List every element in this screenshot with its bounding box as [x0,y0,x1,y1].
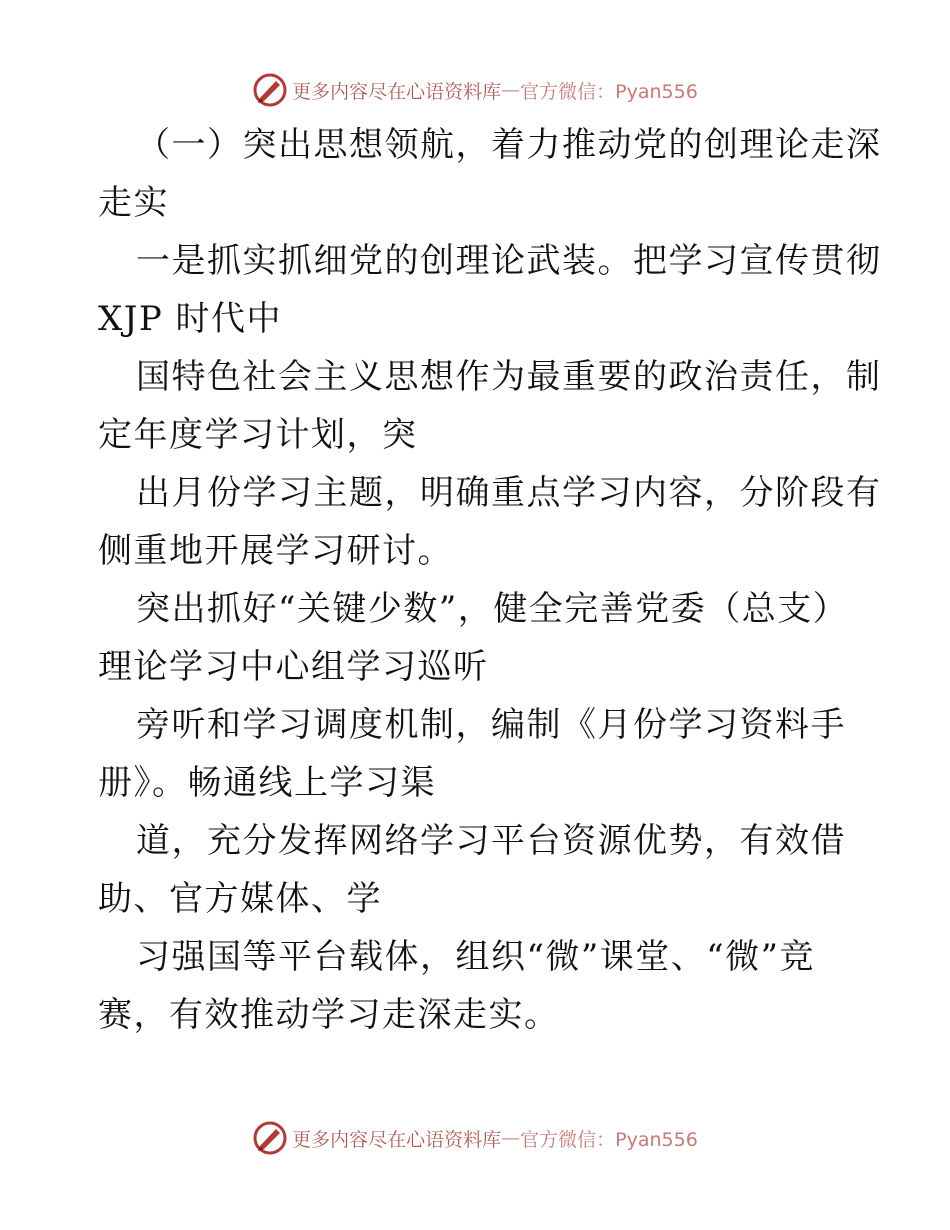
text-line: 道，充分发挥网络学习平台资源优势，有效借 [136,821,846,861]
text-line: 走实 [98,183,169,223]
watermark-contact: 官方微信：Pyan556 [520,1128,698,1151]
header-watermark [0,70,950,110]
text-line: 赛，有效推动学习走深走实。 [98,995,560,1035]
text-line: 理论学习中心组学习巡听 [98,647,489,687]
watermark-contact: 官方微信：Pyan556 [520,80,698,103]
text-line: 册》。畅通线上学习渠 [98,763,436,803]
pen-logo-icon [252,1120,288,1156]
watermark-text: 更多内容尽在心语资料库 [292,80,502,103]
text-line: （一）突出思想领航，着力推动党的创理论走深 [136,125,882,165]
text-line: 习强国等平台载体，组织“微”课堂、“微”竞 [136,937,816,977]
text-line: 旁听和学习调度机制，编制《月份学习资料手 [136,705,846,745]
pen-logo-icon [252,72,288,108]
text-line: 助、官方媒体、学 [98,879,382,919]
document-body [98,116,882,1044]
watermark-text: 更多内容尽在心语资料库 [292,1128,502,1151]
footer-watermark [0,1118,950,1158]
watermark-separator: — [501,79,521,101]
watermark-separator: — [501,1127,521,1149]
text-line: 定年度学习计划，突 [98,415,418,455]
text-line: 一是抓实抓细党的创理论武装。把学习宣传贯彻 [136,241,882,281]
text-line: XJP 时代中 [98,299,283,339]
text-line: 突出抓好“关键少数”，健全完善党委（总支） [136,589,849,629]
text-line: 国特色社会主义思想作为最重要的政治责任，制 [136,357,882,397]
text-line: 侧重地开展学习研讨。 [98,531,453,571]
text-line: 出月份学习主题，明确重点学习内容，分阶段有 [136,473,882,513]
